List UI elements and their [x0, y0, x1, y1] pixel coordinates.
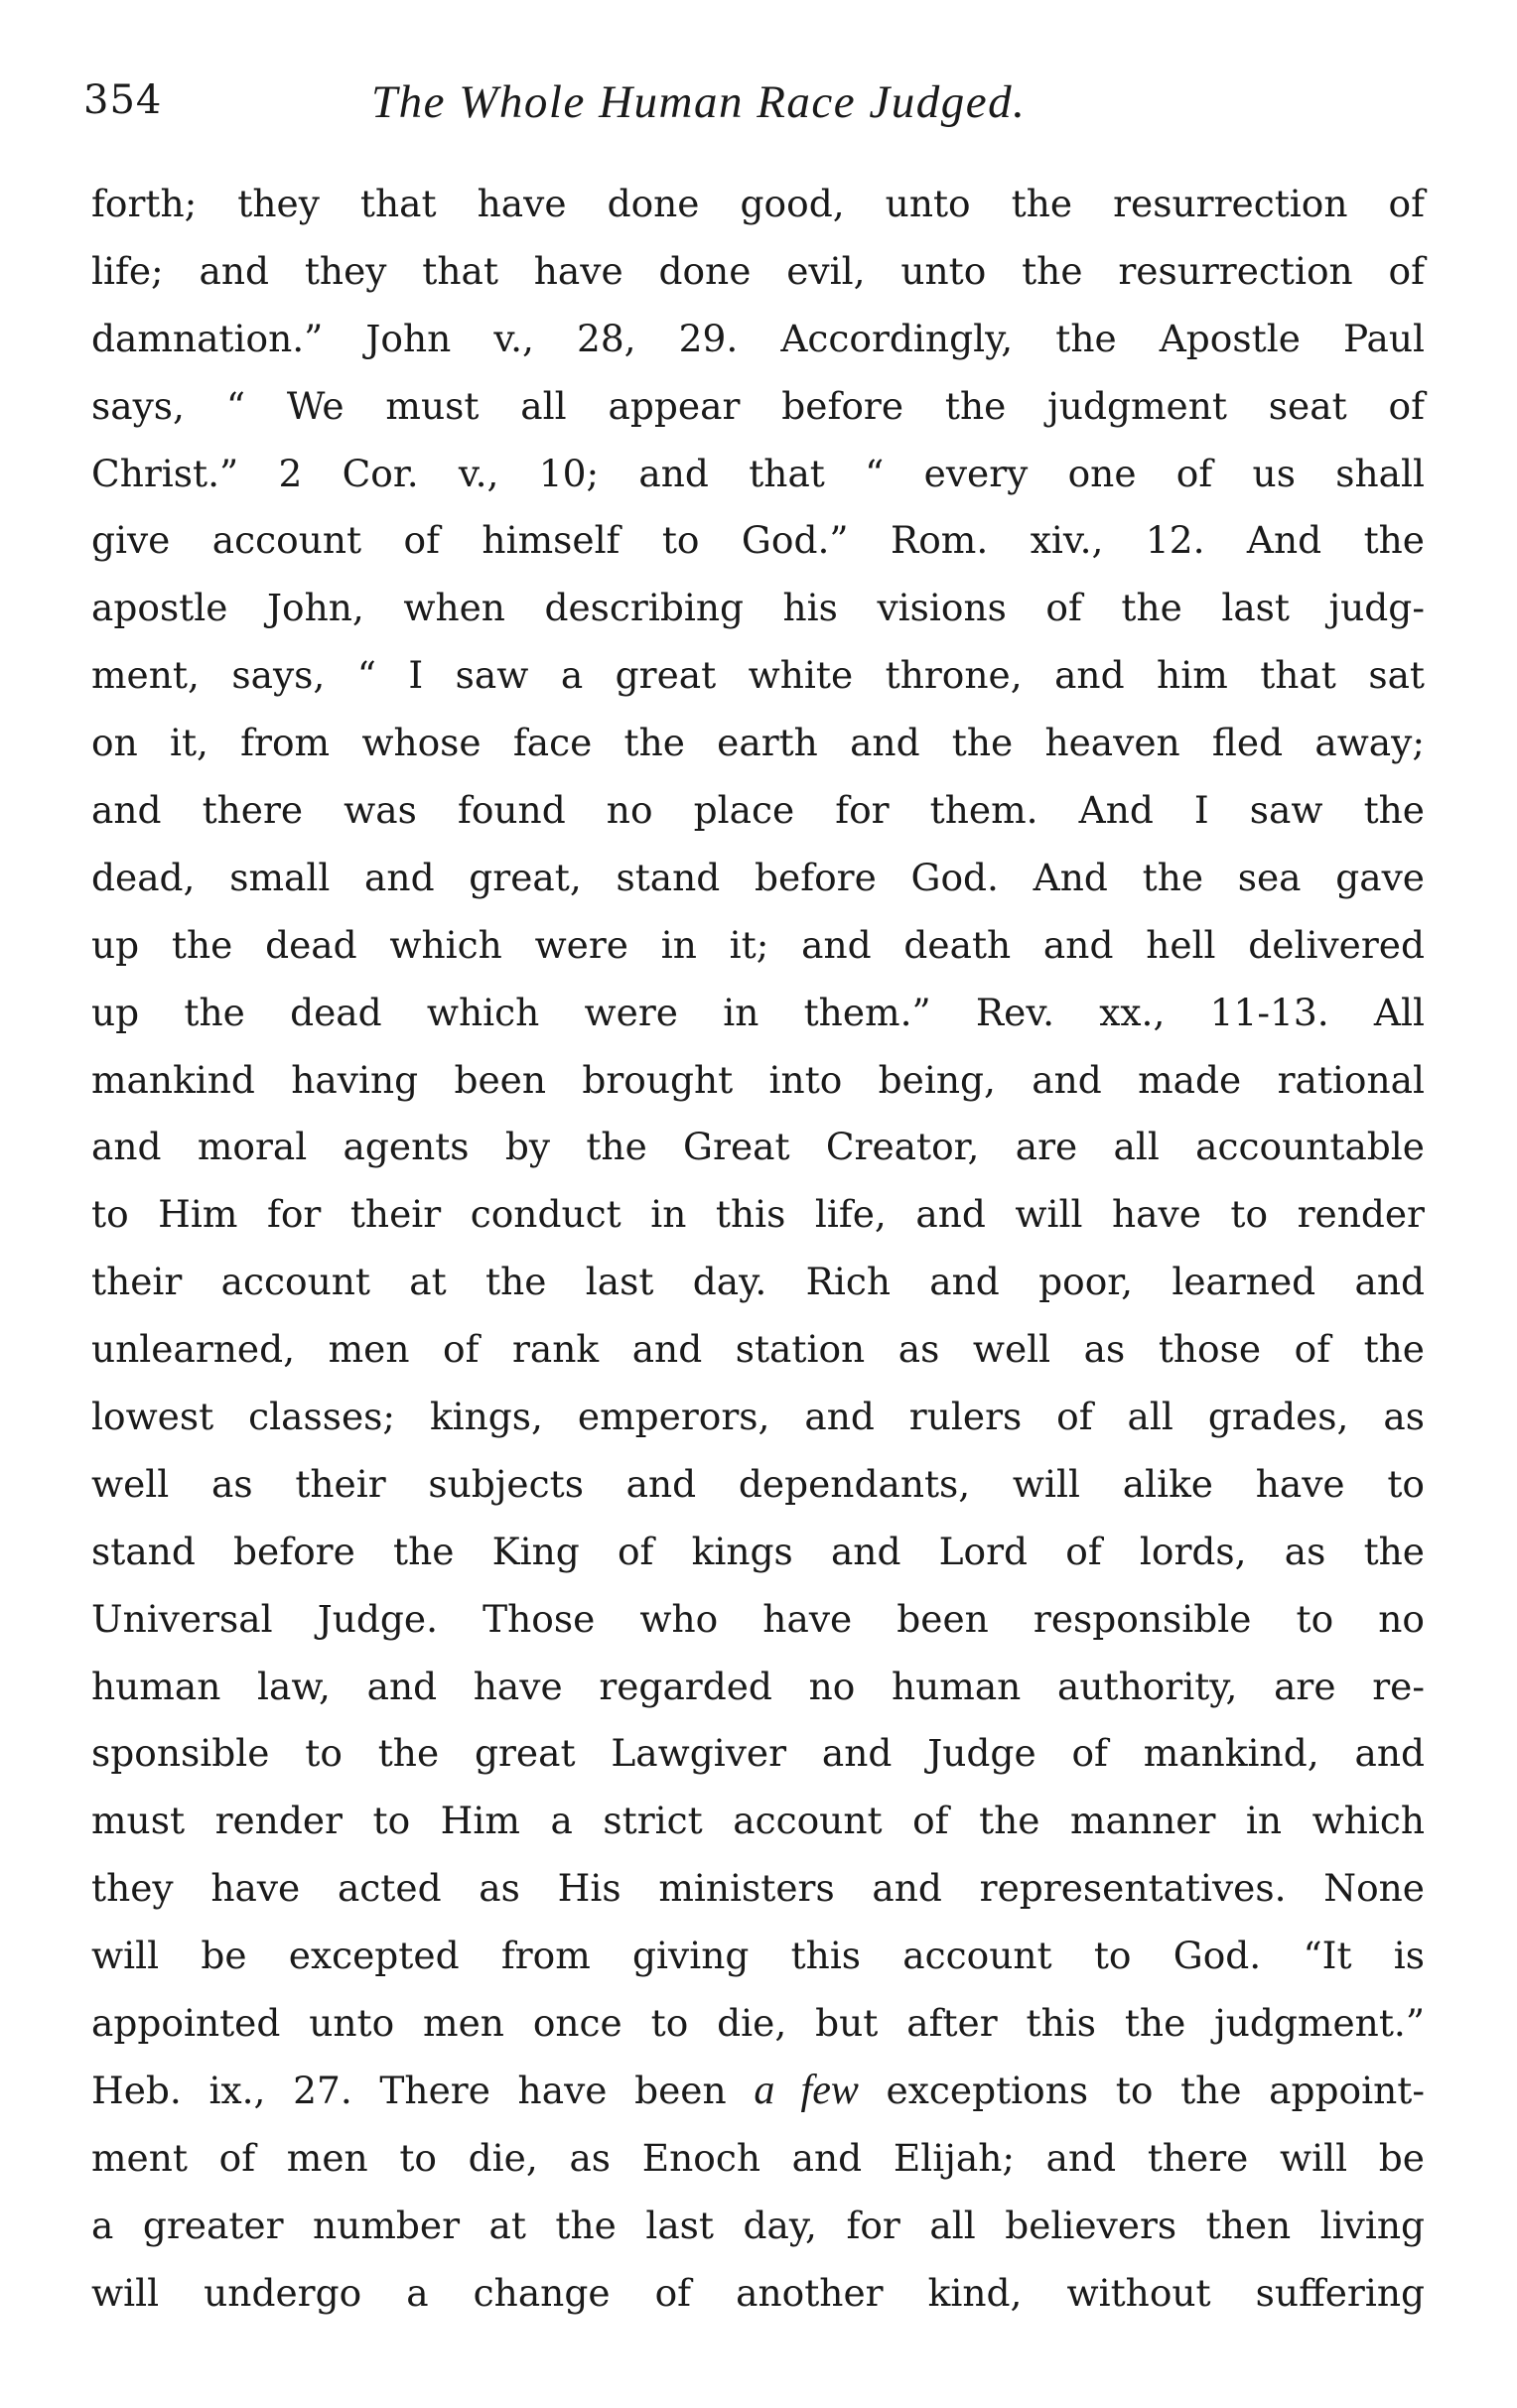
text-line: up the dead which were in it; and death and hell delivered	[91, 922, 1425, 967]
text-line: stand before the King of kings and Lord of lords, as the	[91, 1529, 1425, 1573]
text-line: damnation.” John v., 28, 29. Accordingly, the Apostle Paul	[91, 316, 1425, 360]
text-line: up the dead which were in them.” Rev. xx., 11-13. All	[91, 990, 1425, 1034]
body-text	[91, 171, 1425, 2328]
text-line	[91, 2058, 1425, 2125]
text-line: well as their subjects and dependants, will alike have to	[91, 1461, 1425, 1506]
text-line: and moral agents by the Great Creator, are all accountable	[91, 1125, 1425, 1169]
text-line: give account of himself to God.” Rom. xiv., 12. And the	[91, 518, 1425, 563]
text-line: human law, and have regarded no human authority, are re-	[91, 1664, 1425, 1708]
text-line: will undergo a change of another kind, without suffering	[91, 2270, 1425, 2315]
text-line: will be excepted from giving this account to God. “It is	[91, 1934, 1425, 1978]
text-line: forth; they that have done good, unto the resurrection of	[91, 182, 1425, 225]
text-line: sponsible to the great Lawgiver and Judge of mankind, and	[91, 1731, 1425, 1776]
text-line: their account at the last day. Rich and poor, learned and	[91, 1260, 1425, 1304]
text-line: they have acted as His ministers and representatives. None	[91, 1866, 1425, 1911]
text-line: appointed unto men once to die, but after this the judgment.”	[91, 2001, 1425, 2046]
text-line: Universal Judge. Those who have been responsible to no	[91, 1596, 1425, 1641]
text-line: on it, from whose face the earth and the heaven fled away;	[91, 721, 1425, 765]
text-segment: exceptions to the appoint-	[858, 2068, 1425, 2112]
text-line: Christ.” 2 Cor. v., 10; and that “ every one of us shall	[91, 451, 1425, 495]
text-line: life; and they that have done evil, unto the resurrection of	[91, 248, 1425, 293]
text-line: and there was found no place for them. And I saw the	[91, 788, 1425, 833]
text-line: ment, says, “ I saw a great white throne, and him that sat	[91, 653, 1425, 698]
page-number: 354	[83, 77, 163, 123]
text-line: must render to Him a strict account of the manner in which	[91, 1799, 1425, 1843]
text-line: ment of men to die, as Enoch and Elijah; and there will be	[91, 2135, 1425, 2180]
text-segment: Heb. ix., 27. There have been	[91, 2068, 755, 2112]
page-header	[83, 69, 1434, 139]
text-line: a greater number at the last day, for all believers then living	[91, 2203, 1425, 2247]
text-line: mankind having been brought into being, and made rational	[91, 1057, 1425, 1102]
text-line: apostle John, when describing his visions of the last judg-	[91, 586, 1425, 630]
italic-emphasis: a few	[754, 2067, 859, 2113]
text-line: to Him for their conduct in this life, and will have to render	[91, 1192, 1425, 1237]
text-line: says, “ We must all appear before the judgment seat of	[91, 383, 1425, 428]
text-line: dead, small and great, stand before God. And the sea gave	[91, 855, 1425, 899]
text-line: unlearned, men of rank and station as well as those of the	[91, 1327, 1425, 1372]
running-title: The Whole Human Race Judged.	[371, 76, 1027, 128]
text-line: lowest classes; kings, emperors, and rulers of all grades, as	[91, 1395, 1425, 1439]
